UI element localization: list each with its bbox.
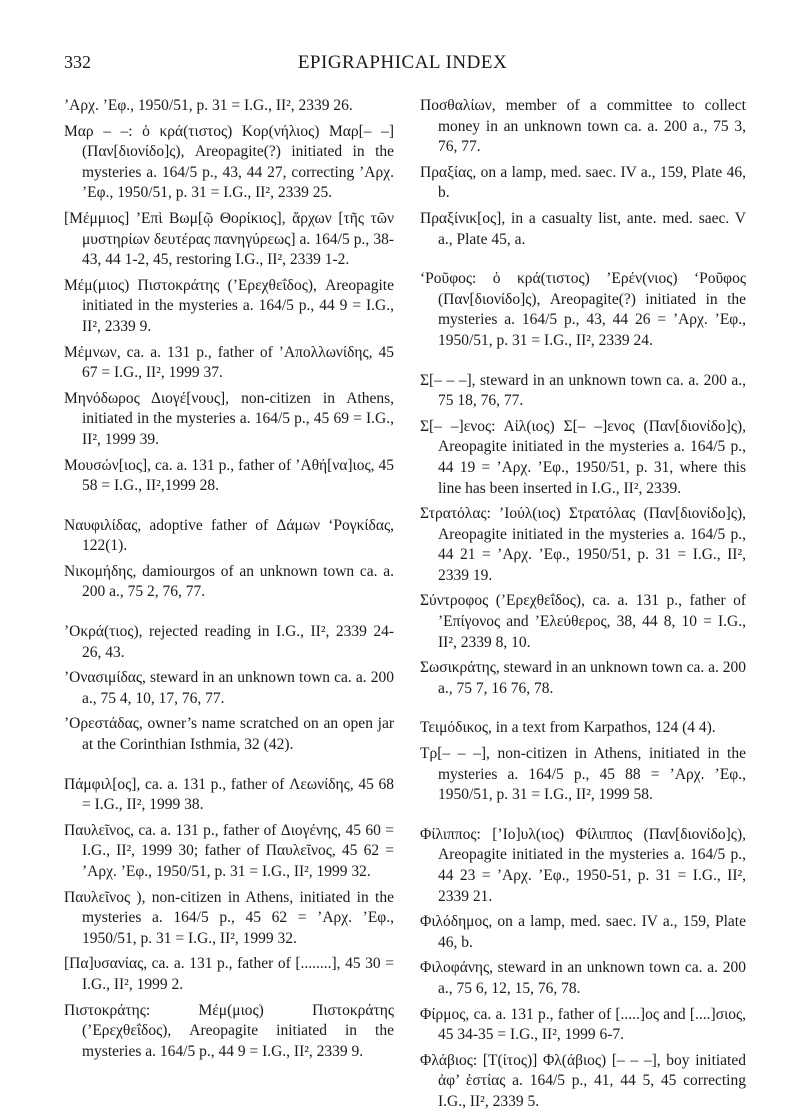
section-gap [64, 608, 394, 622]
index-entry: Στρατόλας: ’Ιούλ(ιος) Στρατόλας (Παν[διονίδο]ς), Areopagite initiated in the mysteries a. 164/5 p., 44 21 = ’Αρχ. ’Εφ., 1950/51, p. 31 = I.G., II², 2339 19. [420, 505, 746, 584]
index-entry: Μέμ(μιος) Πιστοκράτης (’Ερεχθεΐδος), Areopagite initiated in the mysteries a. 164/5 p., 44 9 = I.G., II², 2339 9. [64, 276, 394, 335]
left-column [64, 96, 394, 1067]
index-entry: Σωσικράτης, steward in an unknown town ca. a. 200 a., 75 7, 16 76, 78. [420, 659, 746, 697]
index-entry: Ποσθαλίων, member of a committee to collect money in an unknown town ca. a. 200 a., 75 3, 76, 77. [420, 97, 746, 156]
index-entry: Μέμνων, ca. a. 131 p., father of ’Απολλωνίδης, 45 67 = I.G., II², 1999 37. [64, 343, 394, 382]
section-gap [420, 811, 746, 825]
index-entry: Φιλοφάνης, steward in an unknown town ca. a. 200 a., 75 6, 12, 15, 76, 78. [420, 959, 746, 997]
page-header [64, 52, 741, 78]
index-entry: Μαρ – –: ὁ κρά(τιστος) Κορ(νήλιος) Μαρ[– –] (Παν[διονίδο]ς), Areopagite(?) initiated in the mysteries a. 164/5 p., 43, 44 27, correcting ’Αρχ. ’Εφ., 1950/51, p. 31 = I.G., II², 2339 25. [64, 122, 394, 202]
section-gap [64, 502, 394, 516]
index-entry: Μουσών[ιος], ca. a. 131 p., father of ’Αθή[να]ιος, 45 58 = I.G., II²,1999 28. [64, 456, 394, 495]
index-entry: Πραξίνικ[ος], in a casualty list, ante. med. saec. V a., Plate 45, a. [420, 209, 746, 248]
index-entry: Πάμφιλ[ος], ca. a. 131 p., father of Λεωνίδης, 45 68 = I.G., II², 1999 38. [64, 775, 394, 814]
index-entry: Φίλιππος: [’Ιο]υλ(ιος) Φίλιππος (Παν[διονίδο]ς), Areopagite initiated in the mysteries a. 164/5 p., 44 23 = ’Αρχ. ’Εφ., 1950-51, p. 31 = I.G., II², 2339 21. [420, 825, 746, 905]
index-entry: Ναυφιλίδας, adoptive father of Δάμων ‘Ρογκίδας, 122(1). [64, 516, 394, 555]
section-gap [420, 255, 746, 269]
index-entry: Τρ[– – –], non-citizen in Athens, initiated in the mysteries a. 164/5 p., 45 88 = ’Αρχ. ’Εφ., 1950/51, p. 31 = I.G., II², 1999 58. [420, 745, 746, 804]
index-entry: Πραξίας, on a lamp, med. saec. IV a., 159, Plate 46, b. [420, 163, 746, 202]
index-entry: Σύντροφος (’Ερεχθεΐδος), ca. a. 131 p., father of ’Επίγονος and ’Ελεύθερος, 38, 44 8, 10 = I.G., II², 2339 8, 10. [420, 592, 746, 651]
section-gap [64, 761, 394, 775]
index-entry: ’Οκρά(τιος), rejected reading in I.G., II², 2339 24-26, 43. [64, 623, 394, 661]
index-entry: Τειμόδικος, in a text from Karpathos, 124 (4 4). [420, 719, 716, 737]
index-entry: ’Ονασιμίδας, steward in an unknown town ca. a. 200 a., 75 4, 10, 17, 76, 77. [64, 669, 394, 707]
index-entry: Φιλόδημος, on a lamp, med. saec. IV a., 159, Plate 46, b. [420, 913, 746, 951]
index-entry: Φίρμος, ca. a. 131 p., father of [.....]ος and [....]σιος, 45 34-35 = I.G., II², 1999 6-7. [420, 1005, 746, 1044]
section-gap [420, 357, 746, 371]
index-entry: Πιστοκράτης: Μέμ(μιος) Πιστοκράτης (’Ερεχθεΐδος), Areopagite initiated in the mysteries a. 164/5 p., 44 9 = I.G., II², 2339 9. [64, 1001, 394, 1060]
index-entry: [Μέμμιος] ’Επὶ Βωμ[ῷ Θορίκιος], ἄρχων [τῆς τῶν μυστηρίων δευτέρας πανηγύρεως] a. 164/5 p., 38-43, 44 1-2, 45, restoring I.G., II², 2339 1-2. [64, 209, 394, 269]
index-entry: Σ[– – –], steward in an unknown town ca. a. 200 a., 75 18, 76, 77. [420, 371, 746, 410]
index-entry: ’Ορεστάδας, owner’s name scratched on an open jar at the Corinthian Isthmia, 32 (42). [64, 715, 394, 754]
index-entry: Φλάβιος: [Τ(ίτος)] Φλ(άβιος) [– – –], boy initiated ἀφ’ ἑστίας a. 164/5 p., 41, 44 5, 45 correcting I.G., II², 2339 5. [420, 1051, 746, 1110]
index-entry: ’Αρχ. ’Εφ., 1950/51, p. 31 = I.G., II², 2339 26. [64, 97, 353, 114]
index-entry: [Πα]υσανίας, ca. a. 131 p., father of [........], 45 30 = I.G., II², 1999 2. [64, 955, 394, 993]
right-column [420, 96, 746, 1118]
index-entry: Παυλεῖνος, ca. a. 131 p., father of Διογένης, 45 60 = I.G., II², 1999 30; father of Παυλεῖνος, 45 62 = ’Αρχ. ’Εφ., 1950/51, p. 31 = I.G., II², 1999 32. [64, 821, 394, 880]
index-entry: Νικομήδης, damiourgos of an unknown town ca. a. 200 a., 75 2, 76, 77. [64, 562, 394, 601]
index-entry: ‘Ροῦφος: ὁ κρά(τιστος) ’Ερέν(νιος) ‘Ροῦφος (Παν[διονίδο]ς), Areopagite(?) initiated in the mysteries a. 164/5 p., 43, 44 26 = ’Αρχ. ’Εφ., 1950/51, p. 31 = I.G., II², 2339 24. [420, 270, 746, 349]
index-entry: Παυλεῖνος ), non-citizen in Athens, initiated in the mysteries a. 164/5 p., 45 62 = ’Αρχ. ’Εφ., 1950/51, p. 31 = I.G., II², 1999 32. [64, 888, 394, 947]
page-title: EPIGRAPHICAL INDEX [297, 52, 508, 73]
index-entry: Σ[– –]ενος: Αἰλ(ιος) Σ[– –]ενος (Παν[διονίδο]ς), Areopagite initiated in the mysteries a. 164/5 p., 44 19 = ’Αρχ. ’Εφ., 1950/51, p. 31, where this line has been inserted in I.G., II², 2339. [420, 417, 746, 497]
page-number: 332 [64, 52, 91, 72]
section-gap [420, 704, 746, 718]
index-entry: Μηνόδωρος Διογέ[νους], non-citizen in Athens, initiated in the mysteries a. 164/5 p., 45 69 = I.G., II², 1999 39. [64, 389, 394, 448]
